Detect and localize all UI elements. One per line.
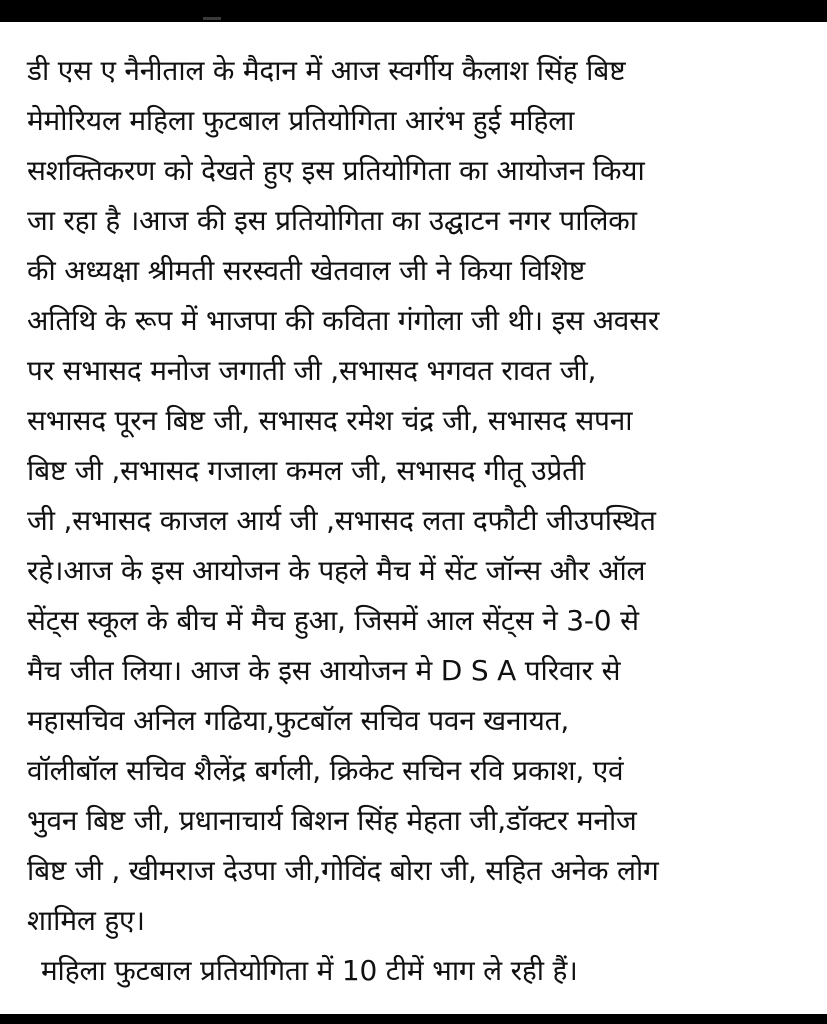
article-text [27, 46, 817, 996]
text-line: मैच जीत लिया। आज के इस आयोजन मे D S A परिवार से [27, 654, 621, 687]
text-line: की अध्यक्षा श्रीमती सरस्वती खेतवाल जी ने किया विशिष्ट [27, 254, 586, 287]
text-line: भुवन बिष्ट जी, प्रधानाचार्य बिशन सिंह मेहता जी,डॉक्टर मनोज [27, 804, 637, 837]
closing-line: महिला फुटबाल प्रतियोगिता में 10 टीमें भाग ले रही हैं। [41, 954, 578, 987]
bottom-black-bar [0, 1014, 827, 1024]
text-line: पर सभासद मनोज जगाती जी ,सभासद भगवत रावत जी, [27, 354, 597, 387]
top-black-bar [0, 0, 827, 22]
text-line: बिष्ट जी , खीमराज देउपा जी,गोविंद बोरा जी, सहित अनेक लोग [27, 854, 659, 887]
text-line: बिष्ट जी ,सभासद गजाला कमल जी, सभासद गीतू उप्रेती [27, 454, 586, 487]
text-line: सभासद पूरन बिष्ट जी, सभासद रमेश चंद्र जी, सभासद सपना [27, 404, 633, 437]
text-line: शामिल हुए। [27, 904, 145, 937]
text-line: सेंट्स स्कूल के बीच में मैच हुआ, जिसमें आल सेंट्स ने 3-0 से [27, 604, 639, 637]
text-line: अतिथि के रूप में भाजपा की कविता गंगोला जी थी। इस अवसर [27, 304, 660, 337]
text-line: जा रहा है ।आज की इस प्रतियोगिता का उद्घाटन नगर पालिका [27, 204, 637, 237]
text-line: रहे।आज के इस आयोजन के पहले मैच में सेंट जॉन्स और ऑल [27, 554, 646, 587]
text-line: मेमोरियल महिला फुटबाल प्रतियोगिता आरंभ हुई महिला [27, 104, 575, 137]
text-line: डी एस ए नैनीताल के मैदान में आज स्वर्गीय कैलाश सिंह बिष्ट [27, 54, 626, 87]
text-line: जी ,सभासद काजल आर्य जी ,सभासद लता दफौटी जीउपस्थित [27, 504, 656, 537]
text-line: महासचिव अनिल गढिया,फुटबॉल सचिव पवन खनायत, [27, 704, 570, 737]
text-line: वॉलीबॉल सचिव शैलेंद्र बर्गली, क्रिकेट सचिन रवि प्रकाश, एवं [27, 754, 624, 787]
text-line: सशक्तिकरण को देखते हुए इस प्रतियोगिता का आयोजन किया [27, 154, 645, 187]
top-bar-mark [203, 17, 221, 20]
